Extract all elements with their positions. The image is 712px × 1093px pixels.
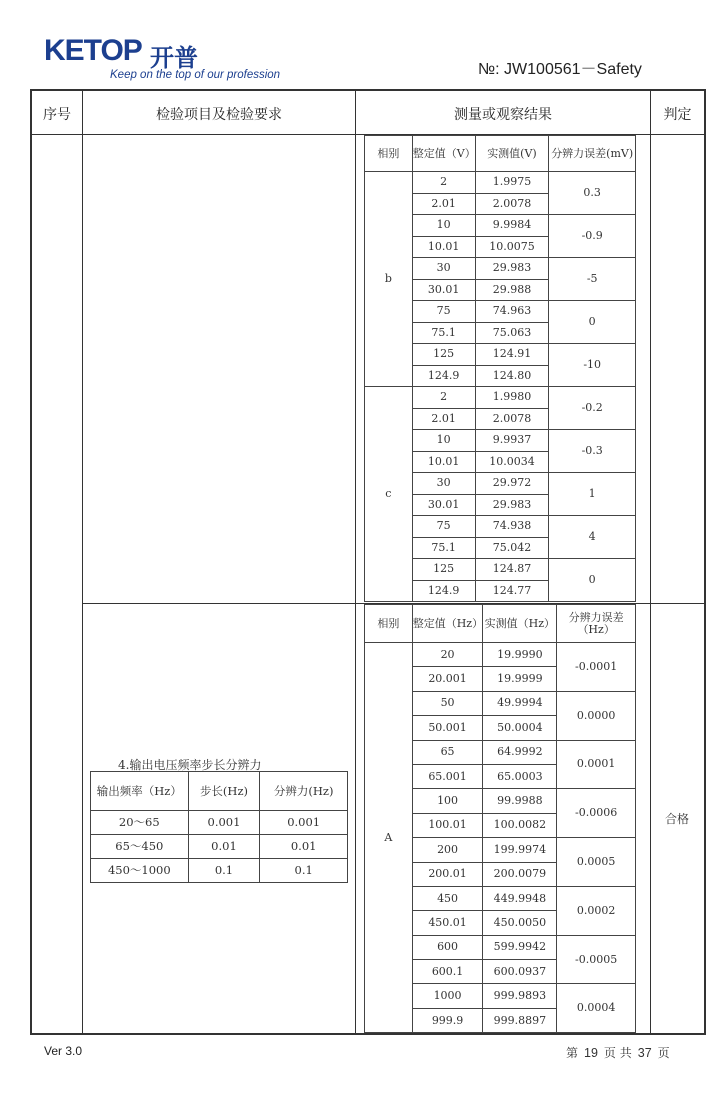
resolution-error: -0.3 <box>549 430 636 473</box>
measured-value: 75.042 <box>475 537 549 559</box>
page-prefix: 第 <box>566 1046 579 1060</box>
measured-value: 124.91 <box>475 344 549 366</box>
measured-value: 1.9980 <box>475 387 549 409</box>
setting-value: 450 <box>412 886 483 910</box>
setting-value: 75.1 <box>412 322 475 344</box>
measured-value: 19.9990 <box>483 643 557 667</box>
company-tagline: Keep on the top of our profession <box>110 69 281 81</box>
measured-value: 75.063 <box>475 322 549 344</box>
setting-value: 65.001 <box>412 764 483 788</box>
measured-value: 199.9974 <box>483 838 557 862</box>
table-cell: 0.001 <box>188 811 260 835</box>
resolution-error: -0.0005 <box>557 935 636 984</box>
measured-value: 29.988 <box>475 279 549 301</box>
setting-value: 50 <box>412 691 483 715</box>
setting-value: 600 <box>412 935 483 959</box>
header-resolution: 分辨力误差（Hz） <box>557 605 636 643</box>
resolution-error: 0.0004 <box>557 984 636 1033</box>
measured-value: 600.0937 <box>483 960 557 984</box>
measured-value: 9.9937 <box>475 430 549 452</box>
setting-value: 200 <box>412 838 483 862</box>
measured-value: 50.0004 <box>483 716 557 740</box>
resolution-error: -0.2 <box>549 387 636 430</box>
measured-value: 1.9975 <box>475 172 549 194</box>
setting-value: 50.001 <box>412 716 483 740</box>
setting-value: 600.1 <box>412 960 483 984</box>
setting-value: 1000 <box>412 984 483 1008</box>
column-header-items: 检验项目及检验要求 <box>156 107 282 123</box>
resolution-error: 0.0005 <box>557 838 636 887</box>
setting-value: 75.1 <box>412 537 475 559</box>
version-label: Ver 3.0 <box>44 1044 83 1058</box>
resolution-error: -10 <box>549 344 636 387</box>
table-cell: 0.001 <box>260 811 348 835</box>
column-header-verdict: 判定 <box>663 107 692 123</box>
header-phase: 相别 <box>365 136 413 172</box>
header-measured: 实测值(V) <box>475 136 549 172</box>
setting-value: 30 <box>412 473 475 495</box>
verdict-value: 合格 <box>664 812 689 826</box>
setting-value: 2.01 <box>412 193 475 215</box>
resolution-error: 1 <box>549 473 636 516</box>
measured-value: 2.0078 <box>475 193 549 215</box>
setting-value: 20 <box>412 643 483 667</box>
measured-value: 124.80 <box>475 365 549 387</box>
measured-value: 599.9942 <box>483 935 557 959</box>
resolution-error: 0.0001 <box>557 740 636 789</box>
setting-value: 124.9 <box>412 365 475 387</box>
measured-value: 10.0075 <box>475 236 549 258</box>
phase-cell: b <box>365 172 413 387</box>
measured-value: 49.9994 <box>483 691 557 715</box>
header-phase: 相别 <box>365 605 413 643</box>
table-header-row <box>365 605 636 643</box>
resolution-error: 4 <box>549 516 636 559</box>
table-cell: 65～450 <box>91 835 189 859</box>
measured-value: 19.9999 <box>483 667 557 691</box>
frequency-measurement-table <box>364 604 636 1033</box>
phase-cell: c <box>365 387 413 602</box>
setting-value: 30.01 <box>412 494 475 516</box>
setting-value: 100.01 <box>412 813 483 837</box>
header-setting: 整定值（Hz） <box>412 605 483 643</box>
table-cell: 450～1000 <box>91 859 189 883</box>
resolution-error: -0.9 <box>549 215 636 258</box>
setting-value: 10 <box>412 215 475 237</box>
measured-value: 74.963 <box>475 301 549 323</box>
table-header-row <box>91 772 348 811</box>
page-suffix: 页 <box>657 1046 670 1060</box>
table-header-row <box>365 136 636 172</box>
logo-text: KETOP <box>44 34 142 67</box>
measured-value: 29.972 <box>475 473 549 495</box>
measured-value: 450.0050 <box>483 911 557 935</box>
setting-value: 124.9 <box>412 580 475 602</box>
setting-value: 100 <box>412 789 483 813</box>
header-setting: 整定值（V） <box>412 136 475 172</box>
setting-value: 2.01 <box>412 408 475 430</box>
measured-value: 9.9984 <box>475 215 549 237</box>
setting-value: 65 <box>412 740 483 764</box>
setting-value: 125 <box>412 344 475 366</box>
frequency-requirement-title: 4.输出电压频率步长分辨力 <box>118 758 262 772</box>
measured-value: 100.0082 <box>483 813 557 837</box>
resolution-error: 0.0000 <box>557 691 636 740</box>
header-step: 步长(Hz) <box>188 772 260 811</box>
resolution-error: -0.0001 <box>557 643 636 692</box>
measured-value: 449.9948 <box>483 886 557 910</box>
header-measured: 实测值（Hz） <box>483 605 557 643</box>
measured-value: 124.87 <box>475 559 549 581</box>
measured-value: 999.9893 <box>483 984 557 1008</box>
measured-value: 29.983 <box>475 258 549 280</box>
measured-value: 124.77 <box>475 580 549 602</box>
setting-value: 200.01 <box>412 862 483 886</box>
setting-value: 2 <box>412 172 475 194</box>
setting-value: 125 <box>412 559 475 581</box>
table-cell: 0.01 <box>188 835 260 859</box>
column-header-seq: 序号 <box>43 107 71 123</box>
page-mid: 页 共 <box>603 1046 632 1060</box>
resolution-error: -0.0006 <box>557 789 636 838</box>
table-cell: 20～65 <box>91 811 189 835</box>
table-cell: 0.01 <box>260 835 348 859</box>
page-total: 37 <box>637 1046 652 1060</box>
table-cell: 0.1 <box>188 859 260 883</box>
resolution-error: 0 <box>549 559 636 602</box>
page-indicator <box>566 1044 670 1061</box>
measured-value: 10.0034 <box>475 451 549 473</box>
logo-chinese-text: 开普 <box>150 44 198 72</box>
setting-value: 30 <box>412 258 475 280</box>
table-row <box>91 835 348 859</box>
table-row <box>91 859 348 883</box>
setting-value: 10 <box>412 430 475 452</box>
measured-value: 29.983 <box>475 494 549 516</box>
table-row <box>91 811 348 835</box>
frequency-step-table <box>90 771 348 883</box>
setting-value: 20.001 <box>412 667 483 691</box>
header-resolution: 分辨力误差(mV) <box>549 136 636 172</box>
measured-value: 65.0003 <box>483 764 557 788</box>
measured-value: 64.9992 <box>483 740 557 764</box>
header-resolution: 分辨力(Hz) <box>260 772 348 811</box>
measured-value: 2.0078 <box>475 408 549 430</box>
resolution-error: -5 <box>549 258 636 301</box>
setting-value: 2 <box>412 387 475 409</box>
table-row <box>365 387 636 409</box>
table-row <box>365 643 636 667</box>
header-range: 输出频率（Hz） <box>91 772 189 811</box>
phase-cell: A <box>365 643 413 1033</box>
resolution-error: 0 <box>549 301 636 344</box>
table-row <box>365 172 636 194</box>
voltage-measurement-table <box>364 135 636 602</box>
measured-value: 99.9988 <box>483 789 557 813</box>
setting-value: 75 <box>412 516 475 538</box>
resolution-error: 0.3 <box>549 172 636 215</box>
column-header-results: 测量或观察结果 <box>454 107 552 123</box>
setting-value: 999.9 <box>412 1008 483 1032</box>
setting-value: 30.01 <box>412 279 475 301</box>
setting-value: 10.01 <box>412 451 475 473</box>
document-number: №: JW100561－Safety <box>478 61 642 78</box>
table-cell: 0.1 <box>260 859 348 883</box>
measured-value: 999.8897 <box>483 1008 557 1032</box>
page-current: 19 <box>584 1046 598 1060</box>
setting-value: 75 <box>412 301 475 323</box>
measured-value: 74.938 <box>475 516 549 538</box>
setting-value: 450.01 <box>412 911 483 935</box>
measured-value: 200.0079 <box>483 862 557 886</box>
resolution-error: 0.0002 <box>557 886 636 935</box>
setting-value: 10.01 <box>412 236 475 258</box>
